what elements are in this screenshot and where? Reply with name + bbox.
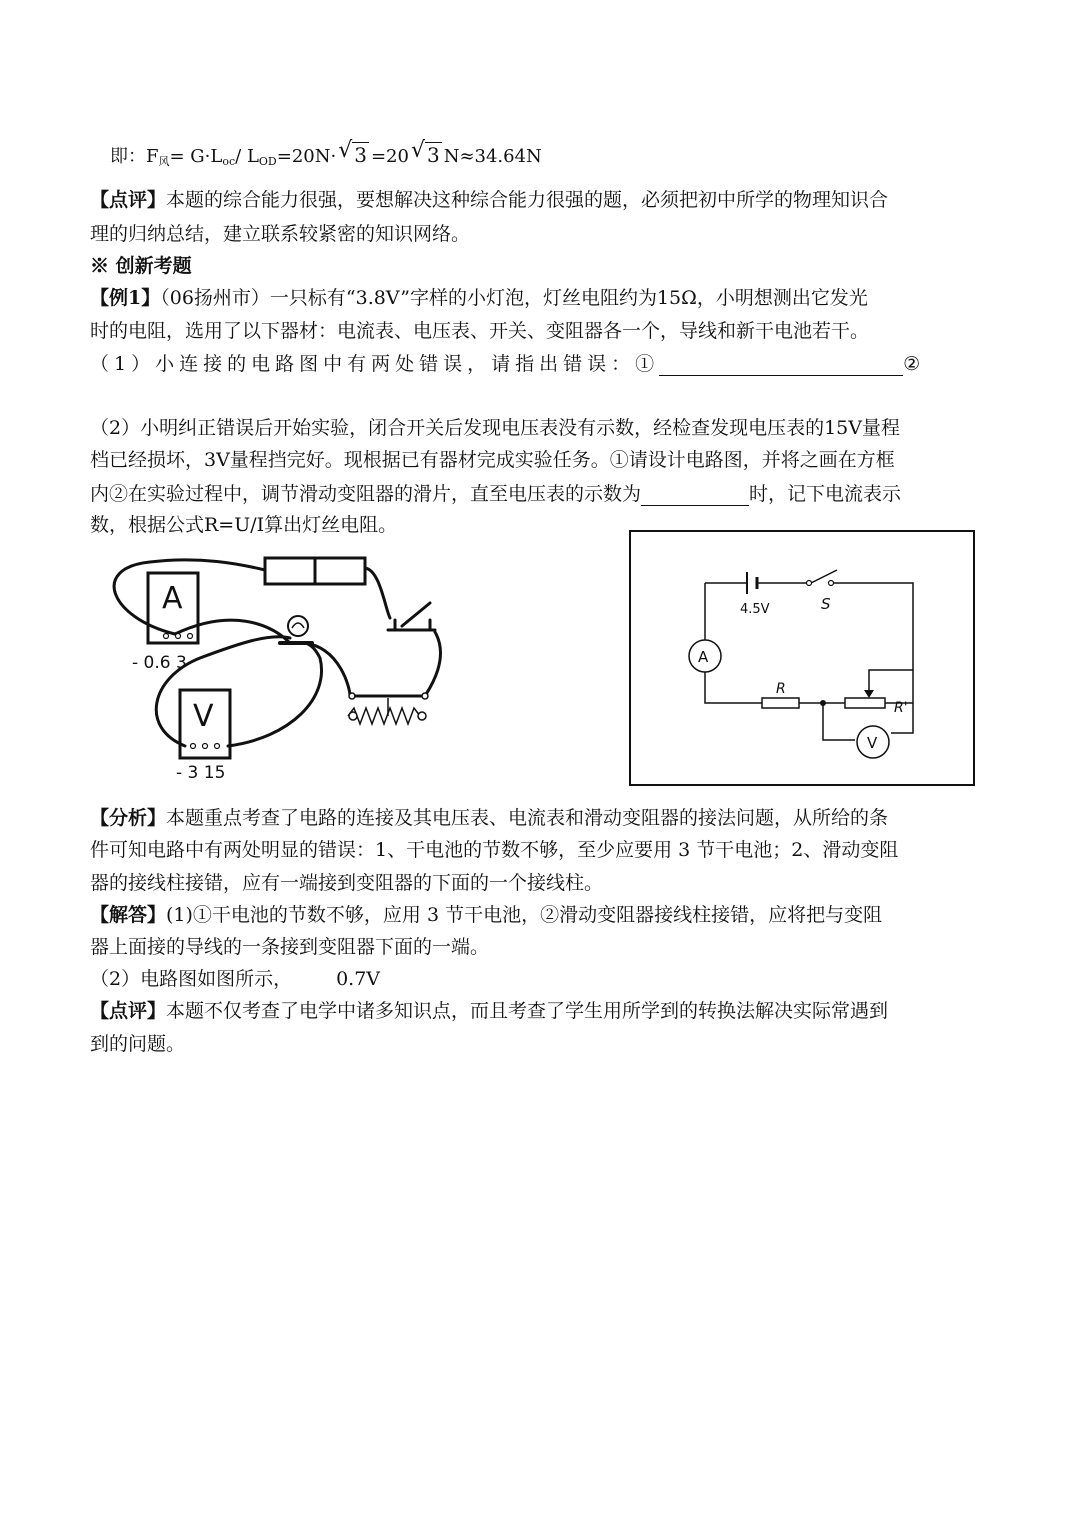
answer-text-line	[90, 967, 380, 991]
rheostat-symbol	[845, 698, 885, 708]
formula-subscript: 风	[158, 155, 170, 168]
voltmeter-label: V	[193, 699, 214, 734]
review-tag: 【点评】	[90, 1000, 167, 1022]
battery-label: 4.5V	[740, 602, 770, 617]
question-2-line: （2）小明纠正错误后开始实验，闭合开关后发现电压表没有示数，经检查发现电压表的15V量程	[90, 417, 900, 439]
rheostat-label: R'	[894, 700, 908, 716]
formula-text: = G·L	[169, 146, 223, 167]
answer-blank-2[interactable]	[641, 481, 749, 506]
formula-result: N≈34.64N	[443, 146, 542, 167]
ammeter-label: A	[698, 648, 709, 666]
ammeter-label: A	[162, 581, 183, 616]
formula-line	[110, 138, 542, 174]
review-text-line: 到的问题。	[90, 1033, 186, 1055]
ammeter-scale: - 0.6 3	[132, 653, 187, 673]
sqrt-symbol: √ 3	[338, 138, 367, 167]
formula-text: =20	[370, 146, 409, 167]
analysis-paragraph	[90, 806, 888, 830]
schematic-diagram	[629, 530, 975, 786]
formula-text: =20N·	[276, 146, 337, 167]
physical-circuit-figure	[90, 548, 460, 788]
question-1-text: （1）小连接的电路图中有两处错误，请指出错误：①	[90, 353, 660, 375]
answer-tag: 【解答】	[90, 904, 167, 926]
review-text: 本题的综合能力很强，要想解决这种综合能力很强的题，必须把初中所学的物理知识合	[166, 189, 889, 211]
question-1	[90, 351, 920, 376]
answer-paragraph	[90, 903, 882, 927]
section-title: ※ 创新考题	[90, 255, 192, 277]
example-text: （06扬州市）一只标有“3.8V”字样的小灯泡，灯丝电阻约为15Ω，小明想测出它发光	[160, 287, 868, 309]
analysis-text-line: 器的接线柱接错，应有一端接到变阻器的下面的一个接线柱。	[90, 872, 604, 894]
voltmeter-label: V	[867, 734, 878, 752]
review-text: 本题不仅考查了电学中诸多知识点，而且考查了学生用所学到的转换法解决实际常遇到	[166, 1000, 889, 1022]
rheostat-coil	[348, 708, 420, 724]
example-tag: 【例1】	[90, 287, 161, 309]
sqrt-symbol: √ 3	[410, 138, 440, 167]
resistor-label: R	[776, 681, 786, 697]
question-2-text: 时，记下电流表示	[749, 483, 902, 505]
sqrt-radicand: 3	[354, 143, 367, 167]
sqrt-radicand: 3	[426, 143, 440, 167]
review-paragraph	[90, 999, 888, 1023]
question-2-line	[90, 481, 901, 506]
analysis-text: 本题重点考查了电路的连接及其电压表、电流表和滑动变阻器的接法问题，从所给的条	[166, 807, 889, 829]
answer-text: (1)①干电池的节数不够，应用 3 节干电池，②滑动变阻器接线柱接错，应将把与变阻	[166, 904, 883, 926]
answer-text-line: 器上面接的导线的一条接到变阻器下面的一端。	[90, 936, 490, 958]
example-text-line: 时的电阻，选用了以下器材：电流表、电压表、开关、变阻器各一个，导线和新干电池若干。	[90, 320, 870, 342]
battery-cell	[265, 558, 315, 584]
formula-prefix: 即：F	[110, 146, 159, 167]
resistor-symbol	[762, 698, 799, 708]
question-1-marker: ②	[903, 353, 921, 375]
answer-box	[630, 531, 974, 785]
formula-subscript: OD	[258, 155, 277, 168]
formula-text: / L	[235, 146, 259, 167]
analysis-tag: 【分析】	[90, 807, 167, 829]
voltmeter-scale: - 3 15	[176, 763, 226, 783]
question-2-text: 内②在实验过程中，调节滑动变阻器的滑片，直至电压表的示数为	[90, 483, 642, 505]
analysis-text-line: 件可知电路中有两处明显的错误：1、干电池的节数不够，至少应要用 3 节干电池；2、滑动变阻	[90, 839, 899, 861]
answer-blank-1[interactable]	[659, 351, 903, 376]
example-paragraph	[90, 286, 868, 310]
answer-value: 0.7V	[336, 968, 381, 990]
review-tag: 【点评】	[90, 189, 167, 211]
question-2-line: 档已经损坏，3V量程挡完好。现根据已有器材完成实验任务。①请设计电路图，并将之画在方框	[90, 449, 895, 471]
review-text-line: 理的归纳总结，建立联系较紧密的知识网络。	[90, 223, 471, 245]
formula-subscript: oc	[222, 155, 236, 168]
battery-cell	[315, 558, 365, 584]
switch-label: S	[821, 595, 831, 613]
answer-text: （2）电路图如图所示，	[90, 968, 293, 990]
lamp-icon	[288, 616, 308, 636]
question-2-line: 数，根据公式R=U/I算出灯丝电阻。	[90, 514, 398, 536]
review-paragraph	[90, 188, 888, 212]
